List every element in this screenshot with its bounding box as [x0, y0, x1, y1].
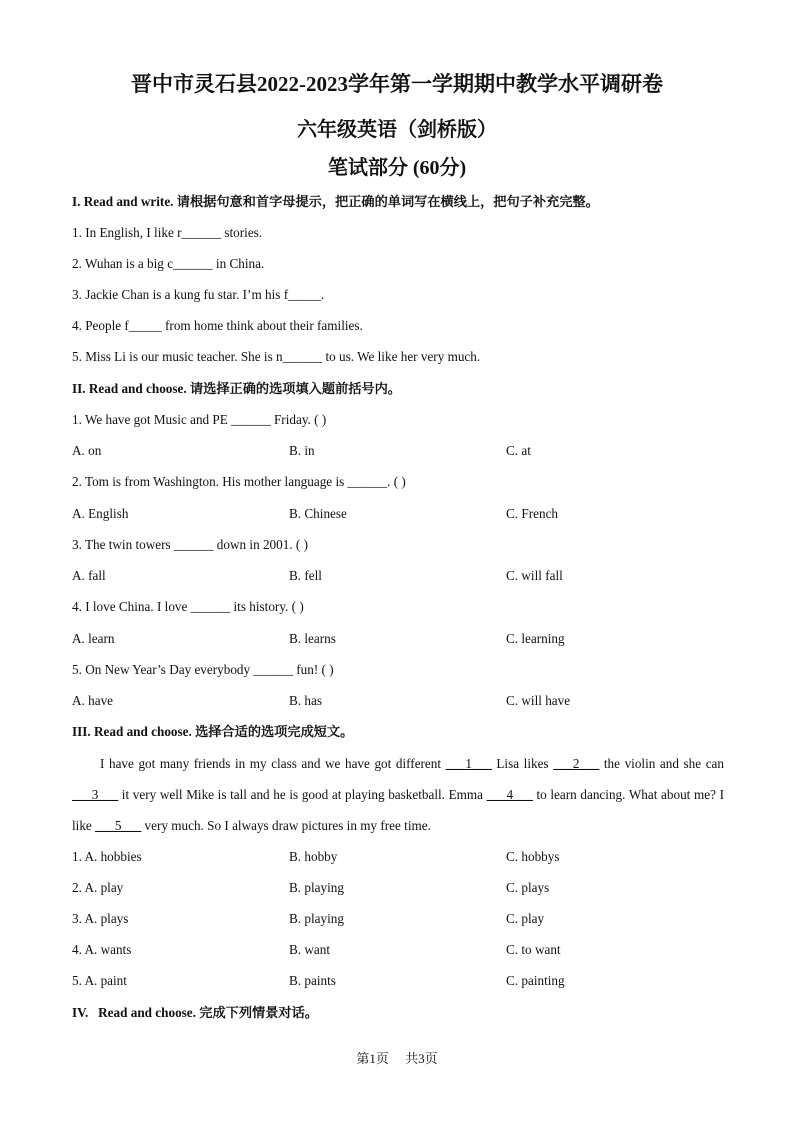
section-2-q5-option-b: B. has [289, 693, 322, 708]
section-3-q5-option-c: C. painting [506, 973, 565, 988]
exam-subtitle: 六年级英语（剑桥版） [297, 119, 497, 141]
section-3-q3-option-b: B. playing [289, 911, 344, 926]
section-3-q1-option-a: 1. A. hobbies [72, 849, 142, 864]
section-1-item-4: 4. People f_____ from home think about their families. [72, 318, 363, 333]
section-3-q5-option-b: B. paints [289, 973, 336, 988]
section-3-q2-option-c: C. plays [506, 880, 550, 895]
section-2-q5-option-c: C. will have [506, 693, 571, 708]
section-3-q4-option-b: B. want [289, 942, 331, 957]
section-2-question-2: 2. Tom is from Washington. His mother language is ______. ( ) [72, 474, 406, 489]
section-3-q4-option-c: C. to want [506, 942, 561, 957]
section-1-item-5: 5. Miss Li is our music teacher. She is n______ to us. We like her very much. [72, 349, 481, 364]
passage-text: Lisa likes [491, 756, 554, 771]
passage-text: I have got many friends in my class and we have got different [100, 756, 446, 771]
section-2-q4-option-a: A. learn [72, 631, 115, 646]
section-2-q1-option-a: A. on [72, 443, 102, 458]
page-footer: 第1页 共3页 [356, 1051, 438, 1066]
passage-text: to learn dancing. What about me? I like [72, 787, 724, 834]
section-3-passage [72, 748, 724, 842]
section-1-item-2: 2. Wuhan is a big c______ in China. [72, 256, 265, 271]
section-3-q3-option-a: 3. A. plays [72, 911, 129, 926]
section-2-q5-option-a: A. have [72, 693, 114, 708]
passage-blank-3: ___3___ [72, 787, 119, 803]
section-2-q4-option-c: C. learning [506, 631, 565, 646]
section-2-q1-option-b: B. in [289, 443, 315, 458]
section-1-item-3: 3. Jackie Chan is a kung fu star. I’m his f_____. [72, 287, 325, 302]
section-3-q1-option-b: B. hobby [289, 849, 338, 864]
section-3-q2-option-a: 2. A. play [72, 880, 124, 895]
section-3-heading: III. Read and choose. 选择合适的选项完成短文。 [72, 724, 354, 739]
section-2-question-5: 5. On New Year’s Day everybody ______ fun! ( ) [72, 662, 334, 677]
section-2-q3-option-b: B. fell [289, 568, 322, 583]
section-2-q4-option-b: B. learns [289, 631, 336, 646]
passage-text: very much. So I always draw pictures in my free time. [141, 818, 431, 834]
section-1-item-1: 1. In English, I like r______ stories. [72, 225, 263, 240]
section-2-question-4: 4. I love China. I love ______ its history. ( ) [72, 599, 304, 614]
passage-blank-2: ___2___ [553, 756, 600, 771]
exam-title: 晋中市灵石县2022-2023学年第一学期期中教学水平调研卷 [131, 72, 663, 96]
section-2-heading: II. Read and choose. 请选择正确的选项填入题前括号内。 [72, 381, 401, 396]
passage-blank-1: ___1___ [445, 756, 492, 771]
section-3-q4-option-a: 4. A. wants [72, 942, 132, 957]
section-2-q2-option-c: C. French [506, 506, 559, 521]
section-3-q1-option-c: C. hobbys [506, 849, 560, 864]
section-3-q5-option-a: 5. A. paint [72, 973, 127, 988]
passage-text: the violin and she can [599, 756, 724, 771]
section-3-q2-option-b: B. playing [289, 880, 344, 895]
section-2-q3-option-a: A. fall [72, 568, 106, 583]
section-1-heading: I. Read and write. 请根据句意和首字母提示，把正确的单词写在横线上，把句子补充完整。 [72, 194, 599, 209]
passage-blank-5: ___5___ [95, 818, 142, 834]
section-2-q2-option-a: A. English [72, 506, 129, 521]
section-4-heading: IV. Read and choose. 完成下列情景对话。 [72, 1005, 318, 1020]
section-2-q2-option-b: B. Chinese [289, 506, 347, 521]
section-2-question-1: 1. We have got Music and PE ______ Friday. ( ) [72, 412, 327, 427]
section-2-q3-option-c: C. will fall [506, 568, 563, 583]
section-2-q1-option-c: C. at [506, 443, 531, 458]
exam-part-heading: 笔试部分 (60分) [327, 157, 467, 179]
section-3-q3-option-c: C. play [506, 911, 545, 926]
section-2-question-3: 3. The twin towers ______ down in 2001. ( ) [72, 537, 309, 552]
passage-blank-4: ___4___ [486, 787, 533, 803]
passage-text: it very well Mike is tall and he is good at playing basketball. Emma [118, 787, 487, 803]
